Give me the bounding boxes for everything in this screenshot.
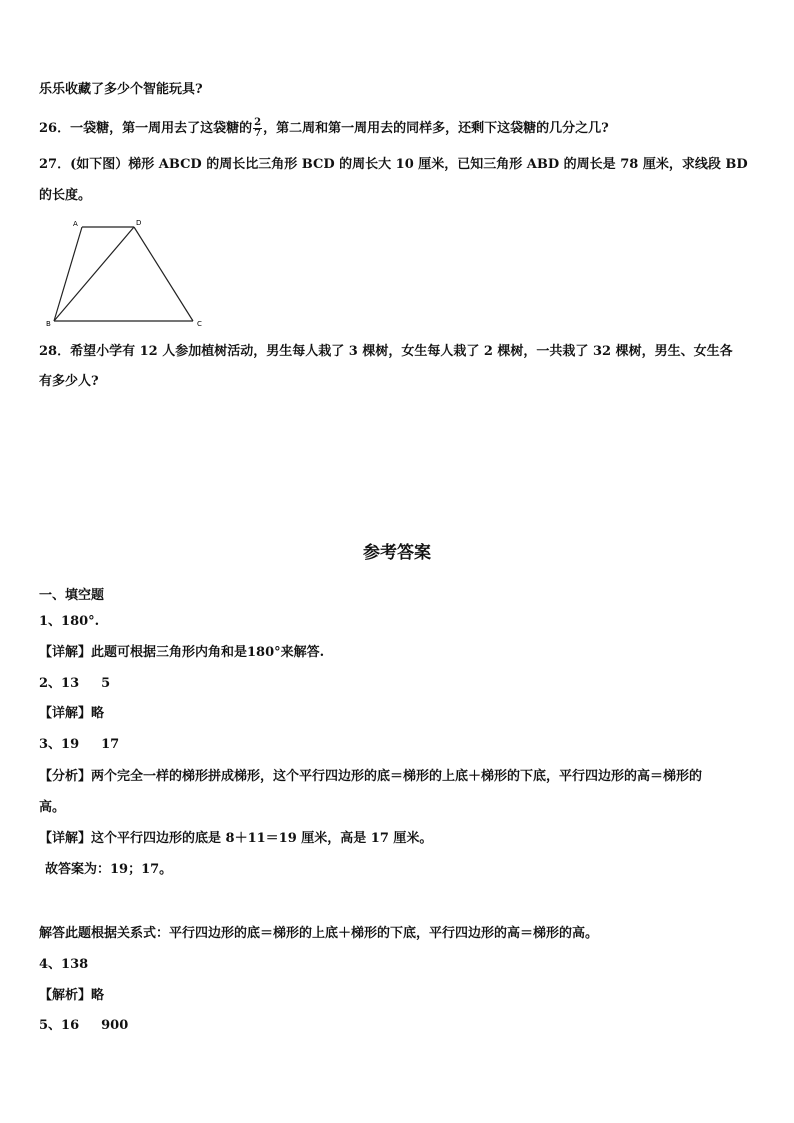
edge-dc xyxy=(134,227,193,321)
q28-line1: 28．希望小学有 12 人参加植树活动，男生每人栽了 3 棵树，女生每人栽了 2 棵树，一共栽了 32 棵树，男生、女生各 xyxy=(39,344,733,359)
q25-tail: 乐乐收藏了多少个智能玩具? xyxy=(39,82,203,97)
answer-3-second: 17 xyxy=(101,737,120,752)
q26-fraction-numerator: 2 xyxy=(254,117,262,128)
answer-2-main: 2、13 xyxy=(39,676,80,691)
answer-3-conclusion: 故答案为：19；17。 xyxy=(45,862,173,877)
q28-line2: 有多少人? xyxy=(39,374,99,389)
q26-fraction-denominator: 7 xyxy=(254,128,262,139)
answer-1-detail: 【详解】此题可根据三角形内角和是180°来解答. xyxy=(39,645,325,660)
edge-ab xyxy=(54,227,82,321)
q27-line2: 的长度。 xyxy=(39,188,92,203)
answer-3-analysis-line2: 高。 xyxy=(39,800,66,815)
label-b: B xyxy=(46,320,51,328)
answer-3-main: 3、19 xyxy=(39,737,80,752)
answer-4-detail: 【解析】略 xyxy=(39,988,105,1003)
answer-3-note: 解答此题根据关系式：平行四边形的底＝梯形的上底＋梯形的下底，平行四边形的高＝梯形的高。 xyxy=(39,926,599,941)
answer-5-main: 5、16 xyxy=(39,1018,80,1033)
trapezoid-figure xyxy=(40,214,220,330)
q27-line1: 27．(如下图）梯形 ABCD 的周长比三角形 BCD 的周长大 10 厘米，已知三角形 ABD 的周长是 78 厘米，求线段 BD xyxy=(39,157,748,172)
answer-3-detail: 【详解】这个平行四边形的底是 8＋11＝19 厘米，高是 17 厘米。 xyxy=(39,831,433,846)
answer-2-detail: 【详解】略 xyxy=(39,706,105,721)
label-d: D xyxy=(136,219,142,227)
label-a: A xyxy=(73,220,78,228)
diagonal-bd xyxy=(54,227,134,321)
question-26 xyxy=(39,118,609,139)
answer-3 xyxy=(39,737,119,753)
answer-5 xyxy=(39,1018,128,1034)
answers-title: 参考答案 xyxy=(363,543,431,563)
section-fill-in: 一、填空题 xyxy=(39,588,105,603)
answer-3-analysis-line1: 【分析】两个完全一样的梯形拼成梯形，这个平行四边形的底＝梯形的上底＋梯形的下底，平行四边形的高＝梯形的 xyxy=(39,769,703,784)
answer-1: 1、180°. xyxy=(39,614,100,629)
answer-5-second: 900 xyxy=(101,1018,129,1033)
q26-text-before: 26．一袋糖，第一周用去了这袋糖的 xyxy=(39,121,253,136)
q26-fraction xyxy=(253,118,262,139)
answer-2-second: 5 xyxy=(101,676,111,691)
label-c: C xyxy=(197,320,202,328)
answer-2 xyxy=(39,676,110,692)
answer-4: 4、138 xyxy=(39,957,89,972)
q26-text-after: ，第二周和第一周用去的同样多，还剩下这袋糖的几分之几? xyxy=(263,121,609,136)
